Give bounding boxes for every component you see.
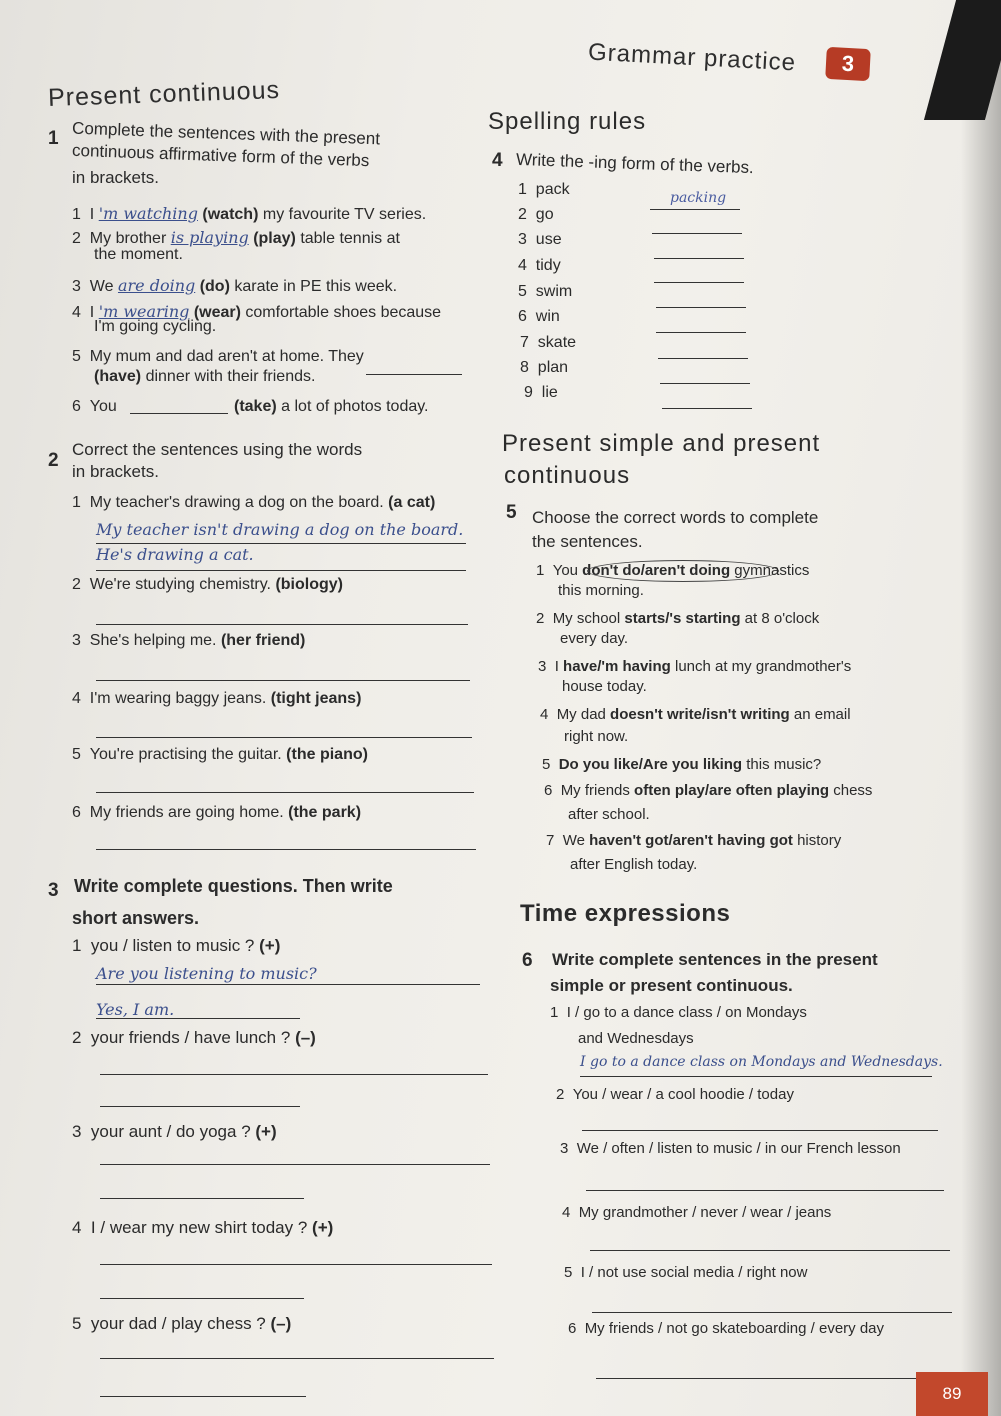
item-number: 1 (72, 494, 81, 511)
exercise-2-instruction: Correct the sentences using the words (72, 440, 363, 459)
item-number: 3 (518, 231, 527, 248)
item-text: I / not use social media / right now (580, 1264, 808, 1281)
item-text: My school (552, 610, 625, 627)
word-hint: (a cat) (388, 494, 436, 511)
item-text: your dad / play chess ? (90, 1314, 266, 1333)
spelling-item-6 (518, 308, 560, 326)
answer-line[interactable] (96, 984, 480, 985)
item-text: a lot of photos today. (281, 398, 429, 415)
ex2-item-1 (72, 494, 435, 512)
exercise-6-number: 6 (522, 950, 533, 971)
item-text: My friends / not go skateboarding / every day (584, 1320, 885, 1337)
answer: is playing (170, 228, 249, 247)
item-text: My friends (560, 782, 635, 799)
item-text: You (89, 398, 117, 415)
item-number: 2 (72, 576, 81, 593)
spelling-rules-title: Spelling rules (488, 108, 647, 135)
ex1-item-3 (72, 276, 397, 296)
item-number: 2 (72, 230, 81, 247)
answer-line[interactable] (580, 1076, 932, 1077)
item-number: 5 (564, 1264, 573, 1281)
ex6-item-1 (550, 1004, 807, 1021)
choice-options[interactable]: don't do/aren't doing (582, 562, 731, 579)
answer-line[interactable] (662, 408, 752, 409)
exercise-4-number: 4 (492, 150, 503, 171)
spelling-item-4 (518, 257, 561, 275)
item-text: I'm going cycling. (94, 318, 217, 335)
spelling-item-3 (518, 231, 562, 249)
item-number: 1 (536, 562, 545, 579)
spelling-item-7 (520, 334, 576, 352)
ex5-item-1 (536, 562, 809, 579)
ex1-item-6-cont (234, 398, 429, 416)
ex5-item-5 (542, 756, 821, 773)
answer: Yes, I am. (96, 1000, 175, 1019)
ex5-item-3 (538, 658, 851, 675)
answer-line[interactable] (100, 1264, 492, 1265)
item-text: dinner with their friends. (145, 368, 316, 385)
answer-line[interactable] (96, 680, 470, 681)
verb-hint: (play) (253, 230, 296, 247)
item-verb: use (535, 231, 562, 248)
item-text: history (792, 832, 842, 849)
exercise-1-instruction-2: continuous affirmative form of the verbs (71, 140, 370, 171)
item-text: I (554, 658, 564, 675)
verb-hint: (watch) (202, 206, 259, 223)
answer-line[interactable] (100, 1074, 488, 1075)
answer: Are you listening to music? (96, 964, 317, 983)
item-number: 4 (72, 304, 81, 321)
answer-line[interactable] (100, 1396, 306, 1397)
item-verb: win (535, 308, 560, 325)
item-text: lunch at my grandmother's (670, 658, 852, 675)
item-text: We (89, 278, 114, 295)
ex6-item-6 (568, 1320, 884, 1337)
answer: I go to a dance class on Mondays and Wednesdays. (580, 1054, 943, 1070)
item-text: karate in PE this week. (234, 278, 398, 295)
word-hint: (the park) (288, 804, 362, 821)
ex6-item-5 (564, 1264, 807, 1281)
item-text: this music? (742, 756, 822, 773)
choice-options[interactable]: have/'m having (563, 658, 671, 675)
ex6-item-3 (560, 1140, 901, 1157)
item-verb: go (535, 206, 554, 223)
item-number: 5 (72, 1314, 82, 1333)
choice-options[interactable]: doesn't write/isn't writing (610, 706, 790, 723)
item-text: You / wear / a cool hoodie / today (572, 1086, 794, 1103)
answer-line[interactable] (656, 332, 746, 333)
verb-hint: (wear) (193, 304, 241, 321)
item-text: after school. (568, 806, 650, 823)
answer: He's drawing a cat. (96, 545, 254, 564)
item-number: 3 (538, 658, 547, 675)
answer-line[interactable] (96, 737, 472, 738)
answer-line[interactable] (592, 1312, 952, 1313)
item-text: I / go to a dance class / on Mondays (566, 1004, 807, 1021)
item-text: chess (829, 782, 873, 799)
item-verb: plan (537, 359, 569, 376)
ex3-item-1 (72, 936, 280, 956)
item-number: 5 (72, 746, 81, 763)
item-text: every day. (560, 630, 629, 647)
item-text: She's helping me. (89, 632, 217, 649)
item-number: 2 (556, 1086, 565, 1103)
item-text: My mum and dad aren't at home. They (89, 348, 364, 365)
ex5-item-2 (536, 610, 819, 627)
item-text: my favourite TV series. (262, 206, 427, 223)
item-number: 8 (520, 359, 529, 376)
item-text: We / often / listen to music / in our French lesson (576, 1140, 901, 1157)
item-number: 3 (72, 1122, 82, 1141)
item-number: 1 (72, 206, 81, 223)
item-number: 1 (550, 1004, 559, 1021)
verb-hint: (do) (199, 278, 230, 295)
answer: My teacher isn't drawing a dog on the board. (96, 520, 464, 539)
item-text: You (552, 562, 583, 579)
ex1-item-2 (72, 228, 400, 248)
item-text: the moment. (94, 246, 183, 263)
answer-line[interactable] (654, 258, 744, 259)
item-text: I / wear my new shirt today ? (90, 1218, 308, 1237)
time-expressions-title: Time expressions (520, 900, 731, 927)
ex1-item-5 (72, 348, 364, 366)
answer-line[interactable] (96, 543, 466, 544)
item-number: 4 (562, 1204, 571, 1221)
exercise-3-instruction-2: short answers. (72, 908, 200, 928)
answer-line[interactable] (650, 209, 740, 210)
answer: packing (670, 190, 727, 206)
ex5-item-7 (546, 832, 841, 849)
answer-line[interactable] (596, 1378, 956, 1379)
item-verb: lie (541, 384, 558, 401)
item-number: 7 (546, 832, 555, 849)
item-verb: pack (535, 181, 570, 198)
exercise-6-instruction: Write complete sentences in the present (552, 950, 878, 969)
verb-hint: (take) (234, 398, 277, 415)
spelling-item-9 (524, 384, 558, 402)
answer-line[interactable] (100, 1106, 300, 1107)
exercise-2-instruction-2: in brackets. (72, 462, 159, 481)
sign-hint: (–) (295, 1028, 316, 1047)
item-number: 6 (568, 1320, 577, 1337)
item-number: 2 (536, 610, 545, 627)
ex5-item-4 (540, 706, 851, 723)
spelling-item-1 (518, 181, 570, 199)
item-text: this morning. (558, 582, 644, 599)
item-number: 9 (524, 384, 533, 401)
answer-line[interactable] (100, 1198, 304, 1199)
answer-line[interactable] (100, 1358, 494, 1359)
answer-line[interactable] (658, 358, 748, 359)
item-text: your friends / have lunch ? (90, 1028, 291, 1047)
item-number: 2 (518, 206, 527, 223)
exercise-1-instruction-3: in brackets. (72, 168, 159, 187)
item-text: My dad (556, 706, 611, 723)
verb-hint: (have) (94, 368, 142, 385)
exercise-4-instruction: Write the -ing form of the verbs. (515, 149, 755, 178)
item-number: 6 (72, 804, 81, 821)
answer-line[interactable] (652, 233, 742, 234)
answer-line[interactable] (130, 413, 228, 414)
exercise-5-instruction: Choose the correct words to complete (532, 508, 819, 527)
present-simple-continuous-title-2: continuous (504, 462, 631, 489)
ex3-item-2 (72, 1028, 316, 1048)
exercise-1-number: 1 (48, 128, 59, 149)
item-number: 5 (72, 348, 81, 365)
item-text: My teacher's drawing a dog on the board. (89, 494, 384, 511)
answer-line[interactable] (366, 374, 462, 375)
item-number: 3 (560, 1140, 569, 1157)
answer-line[interactable] (100, 1164, 490, 1165)
choice-options[interactable]: haven't got/aren't having got (589, 832, 793, 849)
exercise-6-instruction-2: simple or present continuous. (550, 976, 793, 995)
answer-line[interactable] (96, 792, 474, 793)
item-number: 6 (544, 782, 553, 799)
answer-line[interactable] (96, 1018, 300, 1019)
choice-options[interactable]: starts/'s starting (624, 610, 741, 627)
item-text: and Wednesdays (578, 1030, 694, 1047)
item-text: I'm wearing baggy jeans. (89, 690, 267, 707)
item-text: I (89, 206, 95, 223)
item-text: after English today. (570, 856, 698, 873)
item-text: right now. (564, 728, 629, 745)
item-text: an email (789, 706, 851, 723)
ex2-item-5 (72, 746, 368, 764)
item-verb: tidy (535, 257, 561, 274)
item-verb: skate (537, 334, 577, 351)
section-title: Present continuous (47, 75, 281, 113)
item-number: 3 (72, 632, 81, 649)
binder-clip (924, 0, 1001, 120)
answer-line[interactable] (660, 383, 750, 384)
exercise-2-number: 2 (48, 450, 59, 471)
item-number: 4 (518, 257, 527, 274)
item-number: 4 (540, 706, 549, 723)
sign-hint: (+) (259, 936, 281, 955)
answer: 'm wearing (98, 302, 190, 321)
sign-hint: (+) (255, 1122, 277, 1141)
item-number: 6 (72, 398, 81, 415)
item-number: 4 (72, 690, 81, 707)
item-text: your aunt / do yoga ? (90, 1122, 251, 1141)
ex5-item-6 (544, 782, 872, 799)
present-simple-continuous-title: Present simple and present (502, 430, 821, 457)
ex3-item-4 (72, 1218, 333, 1238)
item-text: You're practising the guitar. (89, 746, 282, 763)
ex6-item-4 (562, 1204, 831, 1221)
item-text: house today. (562, 678, 647, 695)
item-text: My friends are going home. (89, 804, 284, 821)
item-number: 2 (72, 1028, 82, 1047)
ex1-item-6 (72, 398, 117, 416)
answer-line[interactable] (96, 570, 466, 571)
word-hint: (biology) (275, 576, 343, 593)
item-text: I (89, 304, 95, 321)
exercise-1-instruction: Complete the sentences with the present (71, 118, 381, 149)
ex2-item-6 (72, 804, 361, 822)
exercise-3-number: 3 (48, 880, 59, 901)
item-number: 3 (72, 278, 81, 295)
item-text: at 8 o'clock (740, 610, 820, 627)
spelling-item-5 (518, 283, 572, 301)
answer-line[interactable] (590, 1250, 950, 1251)
answer-line[interactable] (96, 624, 468, 625)
unit-badge: 3 (825, 47, 871, 81)
item-text: comfortable shoes because (245, 304, 442, 321)
choice-options[interactable]: Do you like/Are you liking (558, 756, 743, 773)
answer-line[interactable] (96, 849, 476, 850)
ex6-item-2 (556, 1086, 794, 1103)
item-text: My grandmother / never / wear / jeans (578, 1204, 832, 1221)
answer-line[interactable] (586, 1190, 944, 1191)
choice-options[interactable]: often play/are often playing (634, 782, 830, 799)
word-hint: (the piano) (286, 746, 368, 763)
word-hint: (her friend) (220, 632, 306, 649)
item-text: you / listen to music ? (90, 936, 255, 955)
spelling-item-8 (520, 359, 568, 377)
item-number: 5 (518, 283, 527, 300)
ex2-item-3 (72, 632, 305, 650)
item-verb: swim (535, 283, 573, 300)
exercise-5-instruction-2: the sentences. (532, 532, 643, 551)
ex2-item-4 (72, 690, 361, 708)
item-text: table tennis at (300, 230, 400, 247)
answer-line[interactable] (100, 1298, 304, 1299)
item-number: 1 (518, 181, 527, 198)
ex1-item-5-cont (94, 368, 315, 386)
ex3-item-5 (72, 1314, 291, 1334)
item-text: gymnastics (730, 562, 810, 579)
word-hint: (tight jeans) (270, 690, 362, 707)
answer: 'm watching (98, 204, 198, 223)
sign-hint: (–) (270, 1314, 292, 1333)
grammar-practice-title: Grammar practice (587, 38, 797, 77)
item-number: 7 (520, 334, 529, 351)
item-text: We're studying chemistry. (89, 576, 271, 593)
exercise-5-number: 5 (506, 502, 517, 523)
answer-line[interactable] (654, 282, 744, 283)
ex1-item-1 (72, 204, 426, 224)
item-number: 4 (72, 1218, 82, 1237)
answer: are doing (117, 276, 196, 295)
ex2-item-2 (72, 576, 343, 594)
ex3-item-3 (72, 1122, 277, 1142)
answer-line[interactable] (582, 1130, 938, 1131)
spelling-item-2 (518, 206, 554, 224)
sign-hint: (+) (312, 1218, 334, 1237)
page-number: 89 (916, 1372, 988, 1416)
item-number: 5 (542, 756, 551, 773)
answer-line[interactable] (656, 307, 746, 308)
item-number: 1 (72, 936, 82, 955)
item-text: We (562, 832, 590, 849)
item-number: 6 (518, 308, 527, 325)
item-text: My brother (89, 230, 167, 247)
exercise-3-instruction: Write complete questions. Then write (74, 876, 393, 896)
